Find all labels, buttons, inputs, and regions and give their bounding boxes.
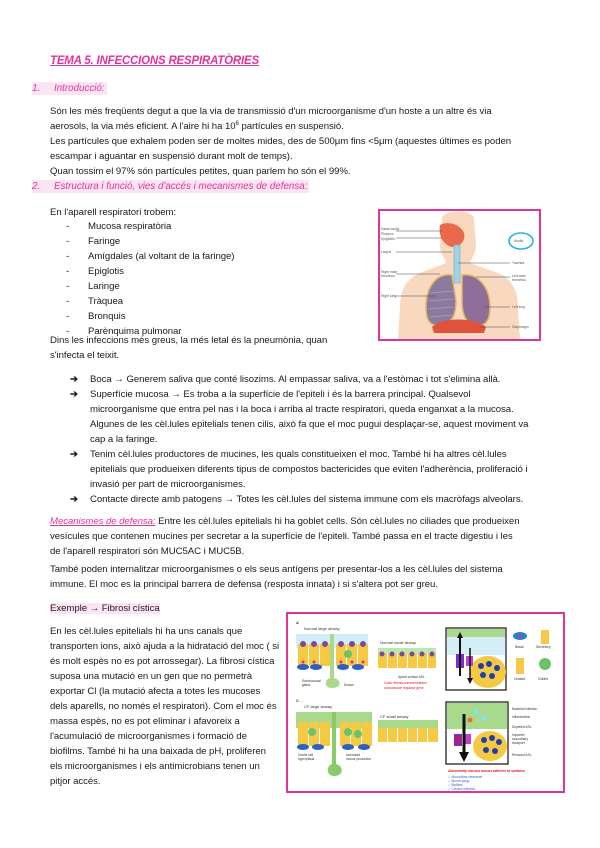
section-title: Estructura i funció, vies d'accés i mecanismes de defensa: — [54, 181, 308, 192]
arrow-bullet-icon: ➔ — [70, 449, 78, 460]
svg-text:Mouth: Mouth — [514, 239, 524, 243]
list-item: - Laringe — [66, 281, 120, 292]
respiratory-parts-list — [66, 219, 235, 339]
svg-text:✓ Mucus plugs: ✓ Mucus plugs — [448, 779, 470, 783]
document-title: TEMA 5. INFECCIONS RESPIRATÒRIES — [50, 55, 259, 67]
svg-text:✓ Chronic infection: ✓ Chronic infection — [448, 787, 476, 791]
internalize-paragraph: També poden internalitzar microorganismes o els seus antígens per presentar-los a les cèl.lules del sistema immune. El moc es la principal barrera de defensa (resposta innata) i si s'altera pot ser greu. — [50, 564, 503, 590]
intro-line: Quan tossim el 97% són partícules petites, quan parlem ho són el 99%. — [50, 166, 351, 177]
respiratory-system-figure — [378, 209, 541, 341]
svg-text:Submucosal: Submucosal — [302, 679, 321, 683]
intro-paragraph — [50, 104, 511, 179]
svg-text:Right lung: Right lung — [381, 294, 397, 298]
svg-text:bronchus: bronchus — [512, 278, 526, 282]
svg-text:mucus production: mucus production — [346, 757, 372, 761]
list-item: - Parènquima pulmonar — [66, 326, 182, 337]
svg-text:hyperplasia: hyperplasia — [298, 757, 315, 761]
list-item: - Amígdales (al voltant de la faringe) — [66, 251, 235, 262]
intro-line: escampar i aguantar en suspensió durant molt de temps). — [50, 151, 293, 162]
svg-text:Abnormally viscous mucus adher: Abnormally viscous mucus adheres to surfaces — [448, 769, 526, 773]
svg-text:Diaphragm: Diaphragm — [512, 325, 529, 329]
mechanisms-label: Mecanismes de defensa: — [50, 516, 156, 527]
svg-text:conductance regulator gene: conductance regulator gene — [384, 686, 424, 690]
svg-text:CF small airway: CF small airway — [380, 714, 409, 719]
list-item: - Bronquis — [66, 311, 126, 322]
svg-text:Goblet: Goblet — [538, 677, 548, 681]
svg-text:Normal small airway: Normal small airway — [380, 640, 417, 645]
list-item: ➔ Boca → Generem saliva que conté lisozims. Al empassar saliva, va a l'estòmac i tot s'elimina allà. — [70, 374, 501, 385]
svg-text:Mucus: Mucus — [344, 683, 354, 687]
svg-text:Epiglottis: Epiglottis — [381, 237, 395, 241]
svg-text:Impaired: Impaired — [512, 733, 525, 737]
svg-text:Apical surface ASL: Apical surface ASL — [398, 675, 425, 679]
svg-text:Left lung: Left lung — [512, 305, 526, 309]
svg-text:C: C — [296, 698, 299, 703]
svg-text:bronchus: bronchus — [381, 274, 395, 278]
structure-intro: En l'aparell respiratori trobem: — [50, 207, 177, 218]
section-number: 2. — [32, 181, 41, 192]
list-item: ➔ Tenim cèl.lules productores de mucines, les quals constitueixen el moc. També hi ha altres cèl.lules epitelials que produeixen diferents tipus de compostos bactericides que eviten l'adherència, proliferació i invasió per part de microorganismes. — [70, 449, 528, 490]
pneumonia-note: Dins les infeccions més greus, la més letal és la pneumònia, quan s'infecta el teixit. — [50, 335, 328, 361]
svg-text:Nasal cavity: Nasal cavity — [381, 227, 400, 231]
list-item: - Faringe — [66, 236, 121, 247]
airway-epithelium-diagram — [288, 614, 563, 791]
svg-text:Reduced ASL: Reduced ASL — [512, 753, 532, 757]
svg-text:transport: transport — [512, 741, 525, 745]
svg-text:Larynx: Larynx — [381, 250, 392, 254]
svg-text:Ciliated: Ciliated — [514, 677, 526, 681]
arrow-bullet-icon: ➔ — [70, 494, 78, 505]
svg-text:Inflammation: Inflammation — [512, 715, 531, 719]
arrow-bullet-icon: ➔ — [70, 374, 78, 385]
svg-text:Normal large airway: Normal large airway — [304, 626, 340, 631]
svg-text:Secretory: Secretory — [536, 645, 551, 649]
cystic-fibrosis-figure — [286, 612, 565, 793]
intro-line: aerosols, la via més eficient. A l'aire hi ha $10^6$ partícules en suspensió. — [50, 120, 344, 132]
svg-text:Cystic fibrosis transmembrane: Cystic fibrosis transmembrane — [384, 681, 427, 685]
svg-text:Right main: Right main — [381, 270, 398, 274]
svg-text:Goblet cell: Goblet cell — [298, 753, 314, 757]
list-item: ➔ Contacte directe amb patogens → Totes les cèl.lules del sistema immune com els macròfags alveolars. — [70, 494, 524, 505]
svg-text:Left main: Left main — [512, 274, 526, 278]
mechanisms-paragraph: Mecanismes de defensa: Entre les cèl.lules epitelials hi ha goblet cells. Són cèl.lules no ciliades que produeixen vesícules que contenen mucines per secretar a la superfície de l'epiteli. També passa en el tracte digestiu i les de l'aparell respiratori són MUC5AC i MUC5B. — [50, 516, 520, 557]
list-item: - Epiglotis — [66, 266, 124, 277]
section-2-heading — [32, 180, 309, 193]
section-number: 1. — [32, 83, 41, 94]
svg-text:Bacterial infection: Bacterial infection — [512, 707, 538, 711]
svg-text:A: A — [296, 620, 299, 625]
section-1-heading — [32, 82, 107, 95]
svg-text:Trachea: Trachea — [512, 261, 525, 265]
svg-text:gland: gland — [302, 683, 311, 687]
section-title: Introducció: — [54, 83, 105, 94]
svg-text:✓ Biofilms: ✓ Biofilms — [448, 783, 463, 787]
exponent: 6 — [235, 120, 239, 127]
svg-text:Pharynx: Pharynx — [381, 232, 394, 236]
cystic-fibrosis-paragraph: En les cèl.lules epitelials hi ha uns canals que transporten ions, això ajuda a la hidratació del moc ( si és molt espès no es pot arrossegar). La fibrosi cística suposa una mutació en un gen que no permetrà exportar Cl (la mutació afecta a totes les mucoses dels aparells, no només el respiratori). Com el moc és massa espès, no es pot eliminar i afavoreix a l'acumulació de microorganismes i formació de biofilms. També hi ha una baixada de pH, proliferen els microorganismes i els antimicrobians tenen un pitjor accés. — [50, 626, 280, 787]
list-item: ➔ Superfície mucosa → Es troba a la superfície de l'epiteli i és la barrera principal. Qualsevol microorganisme que entra pel nas i la boca i arriba al tracte respiratori, queda enganxat a la mucosa. Algunes de les cèl.lules epitelials tenen cilis, això fa que el moc pugui desplaçar-se, aquest moviment va cap a la faringe. — [70, 389, 529, 445]
svg-text:mucociliary: mucociliary — [512, 737, 528, 741]
intro-line: Són les més freqüents degut a que la via de transmissió d'un microorganisme d'un hoste a un altre és via — [50, 106, 492, 117]
respiratory-anatomy-illustration — [380, 211, 539, 339]
intro-line: Les partícules que exhalem poden ser de moltes mides, des de 500μm fins <5μm (aquestes últimes es poden — [50, 136, 512, 147]
arrow-bullet-icon: ➔ — [70, 389, 78, 400]
svg-text:Increased: Increased — [346, 753, 360, 757]
svg-text:Depleted ASL: Depleted ASL — [512, 725, 532, 729]
list-item: - Mucosa respiratòria — [66, 221, 172, 232]
defense-points-list — [70, 372, 530, 507]
example-heading: Exemple → Fibrosi cística — [50, 603, 160, 614]
svg-text:Basal: Basal — [515, 645, 524, 649]
svg-text:✓ Mucociliary clearance: ✓ Mucociliary clearance — [448, 775, 483, 779]
svg-text:CF large airway: CF large airway — [304, 704, 333, 709]
list-item: - Tràquea — [66, 296, 124, 307]
